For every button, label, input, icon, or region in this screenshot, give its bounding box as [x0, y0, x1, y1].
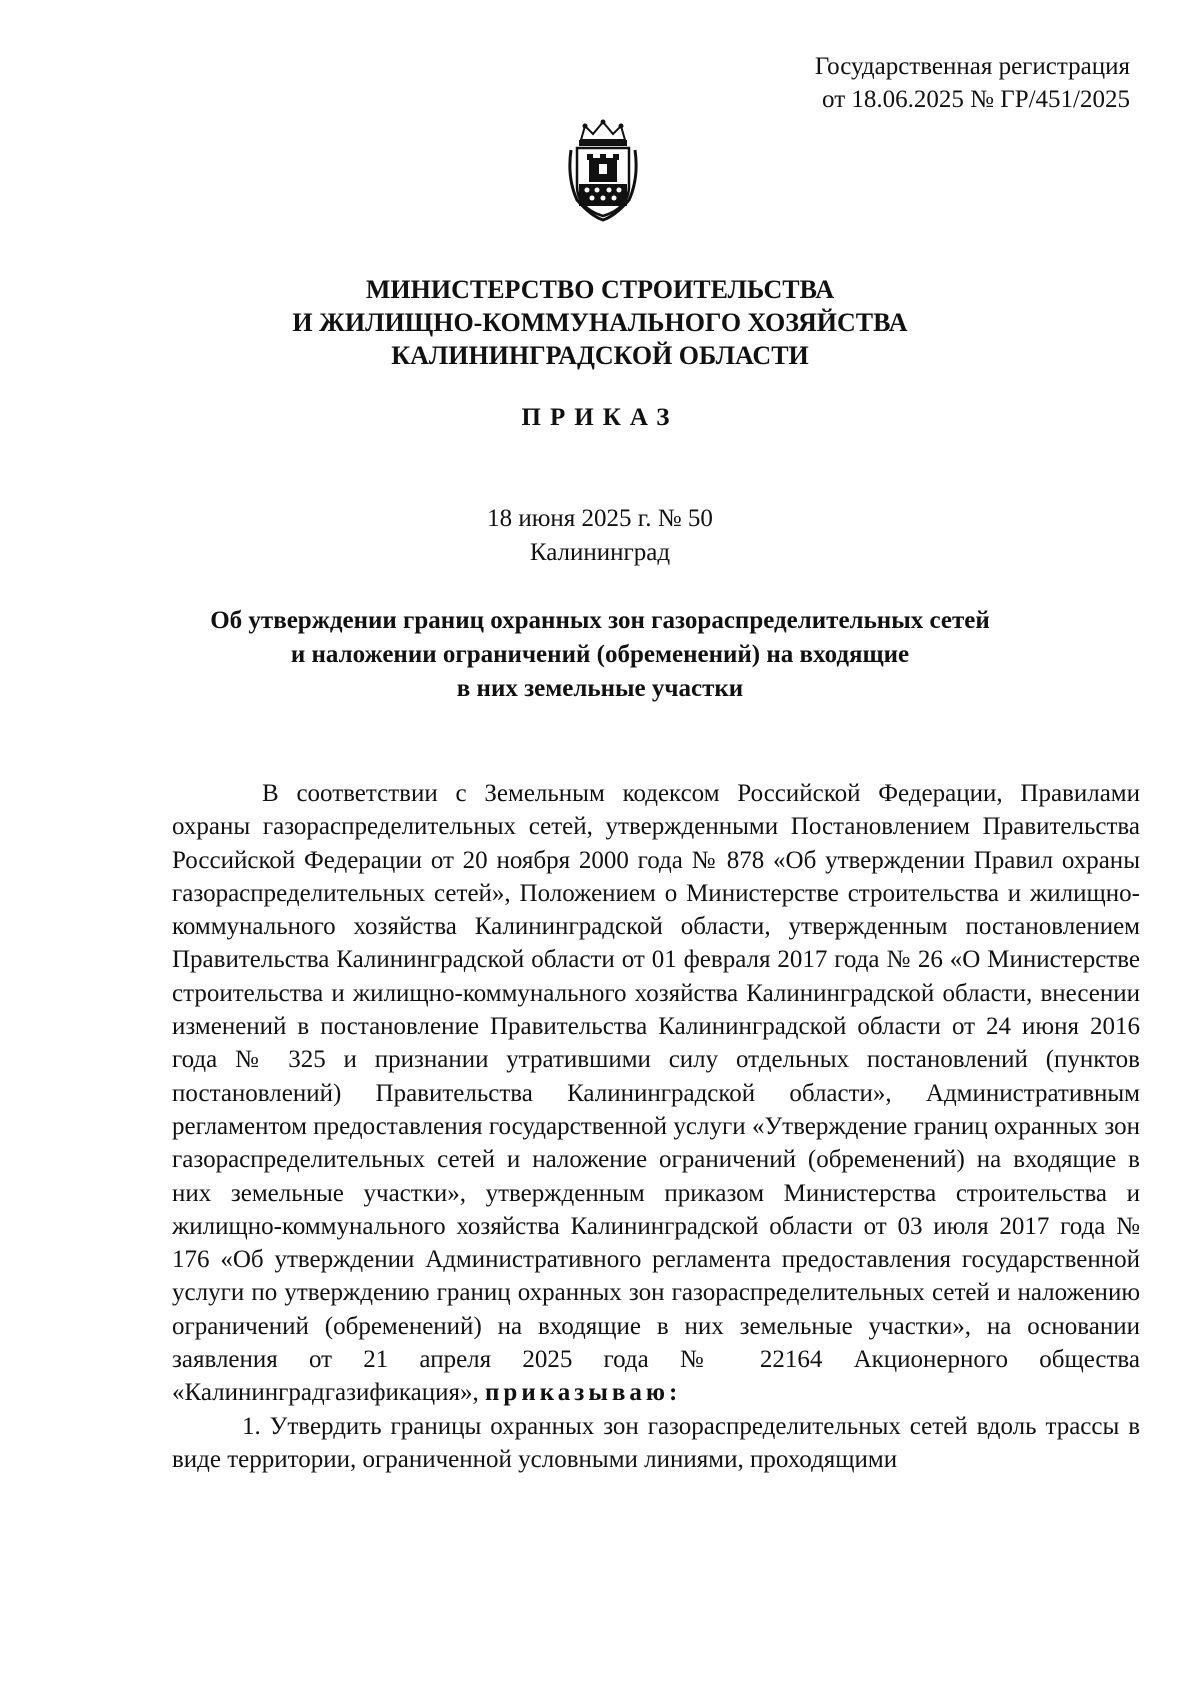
ministry-line-2: И ЖИЛИЩНО-КОММУНАЛЬНОГО ХОЗЯЙСТВА — [292, 308, 908, 337]
registration-line-1: Государственная регистрация — [814, 53, 1130, 80]
ministry-line-3: КАЛИНИНГРАДСКОЙ ОБЛАСТИ — [391, 341, 809, 370]
registration-line-2: от 18.06.2025 № ГР/451/2025 — [822, 86, 1130, 113]
order-date-number: 18 июня 2025 г. № 50 — [487, 505, 713, 532]
ministry-name — [0, 273, 1200, 372]
date-and-place — [0, 502, 1200, 570]
order-item-1: 1. Утвердить границы охранных зон газораспределительных сетей вдоль трассы в виде территории, ограниченной условными линиями, проходящими — [172, 1412, 1140, 1473]
preamble-paragraph — [172, 777, 1140, 1410]
order-word: приказываю: — [485, 1379, 682, 1407]
order-body — [172, 777, 1140, 1476]
preamble-text: В соответствии с Земельным кодексом Российской Федерации, Правилами охраны газораспределительных сетей, утвержденными Постановлением Правительства Российской Федерации от 20 ноября 2000 года № 878 «Об утверждении Правил охраны газораспределительных сетей», Положением о Министерстве строительства и жилищно-коммунального хозяйства Калининградской области, утвержденным постановлением Правительства Калининградской области от 01 февраля 2017 года № 26 «О Министерстве строительства и жилищно-коммунального хозяйства Калининградской области, внесении изменений в постановление Правительства Калининградской области от 24 июня 2016 года № 325 и признании утратившими силу отдельных постановлений (пунктов постановлений) Правительства Калининградской области», Административным регламентом предоставления государственной услуги «Утверждение границ охранных зон газораспределительных сетей и наложение ограничений (обременений) на входящие в них земельные участки», утвержденным приказом Министерства строительства и жилищно-коммунального хозяйства Калининградской области от 03 июля 2017 года № 176 «Об утверждении Административного регламента предоставления государственной услуги по утверждению границ охранных зон газораспределительных сетей и наложению ограничений (обременений) на входящие в них земельные участки», на основании заявления от 21 апреля 2025 года № 22164 Акционерного общества «Калининградгазификация», — [172, 780, 1140, 1407]
order-title — [0, 604, 1200, 706]
title-line-2: и наложении ограничений (обременений) на входящие — [290, 641, 910, 668]
registration-stamp — [815, 50, 1130, 116]
title-line-1: Об утверждении границ охранных зон газораспределительных сетей — [210, 607, 990, 634]
document-type: ПРИКАЗ — [521, 404, 679, 431]
kaliningrad-coat-of-arms-icon — [563, 118, 643, 222]
ministry-line-1: МИНИСТЕРСТВО СТРОИТЕЛЬСТВА — [365, 275, 835, 304]
order-city: Калининград — [529, 539, 671, 566]
title-line-3: в них земельные участки — [456, 675, 744, 702]
